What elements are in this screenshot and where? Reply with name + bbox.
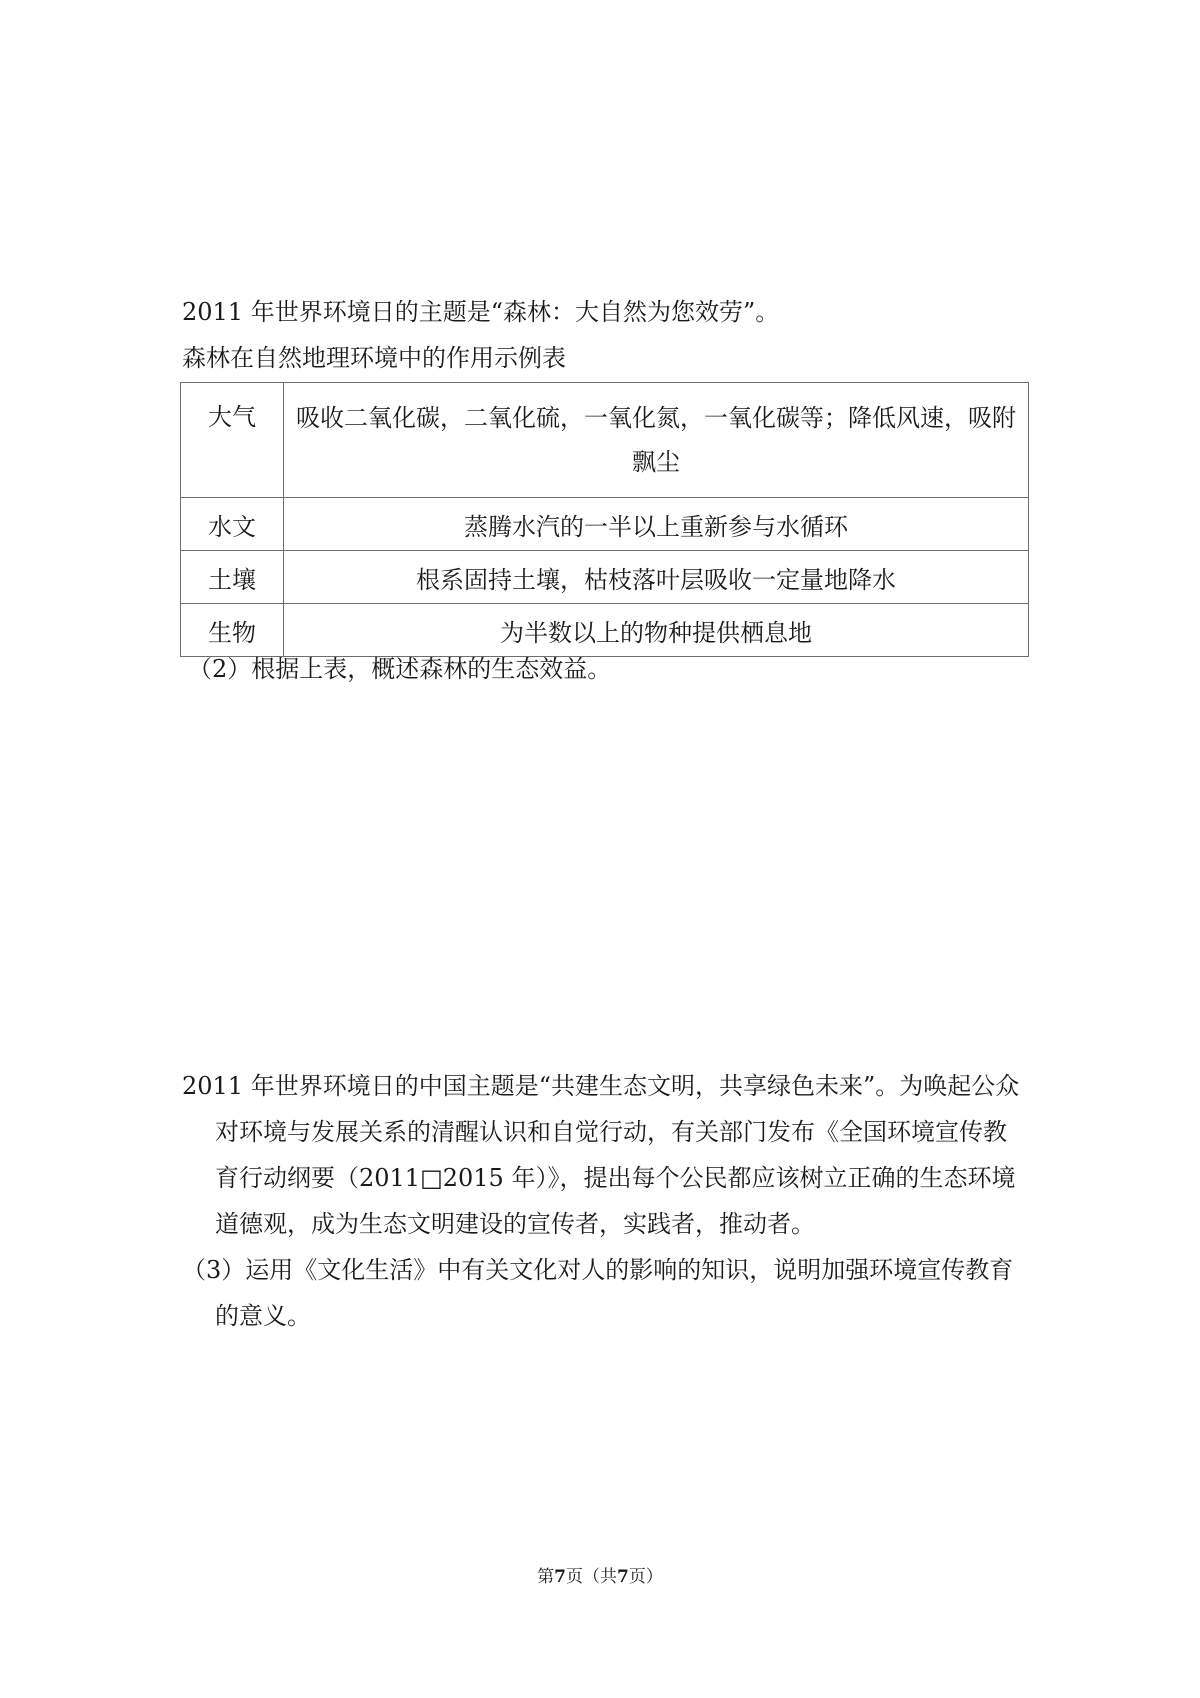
description-line: 吸收二氧化碳，二氧化硫，一氧化氮，一氧化碳等；降低风速，吸附 [296,404,1016,432]
intro-line: 2011 年世界环境日的主题是“森林：大自然为您效劳”。 [182,298,780,326]
page-footer [0,1562,1200,1587]
table-cell-category: 生物 [181,604,284,657]
table-cell-category: 水文 [181,498,284,551]
table-cell-description: 根系固持土壤，枯枝落叶层吸收一定量地降水 [284,551,1029,604]
paragraph-line: 道德观，成为生态文明建设的宣传者，实践者，推动者。 [215,1210,815,1238]
table-cell-description: 蒸腾水汽的一半以上重新参与水循环 [284,498,1029,551]
question-line: 的意义。 [215,1302,311,1330]
footer-total-pages: 7 [617,1567,629,1587]
footer-middle: 页（共 [566,1567,617,1587]
table-cell-category: 大气 [181,383,284,498]
table-cell-category: 土壤 [181,551,284,604]
paragraph-line: 育行动纲要（2011□2015 年）》，提出每个公民都应该树立正确的生态环境 [215,1164,1016,1192]
question-3 [182,1247,1028,1339]
table-row [181,551,1029,604]
context-paragraph [182,1063,1028,1247]
table-caption: 森林在自然地理环境中的作用示例表 [182,344,566,372]
table-row [181,383,1029,498]
description-line: 飘尘 [632,448,680,476]
table-cell-description [284,383,1029,498]
table-cell-description: 为半数以上的物种提供栖息地 [284,604,1029,657]
footer-prefix: 第 [537,1567,555,1587]
paragraph-line: 对环境与发展关系的清醒认识和自觉行动，有关部门发布《全国环境宣传教 [215,1118,1007,1146]
footer-page-number: 7 [554,1567,566,1587]
table-row [181,498,1029,551]
table-row [181,604,1029,657]
paragraph-line: 2011 年世界环境日的中国主题是“共建生态文明，共享绿色未来”。为唤起公众 [182,1072,1020,1100]
question-2: （2）根据上表，概述森林的生态效益。 [188,655,612,683]
footer-suffix: 页） [628,1567,663,1587]
forest-role-table [180,382,1029,657]
question-line: （3）运用《文化生活》中有关文化对人的影响的知识，说明加强环境宣传教育 [182,1256,1014,1284]
